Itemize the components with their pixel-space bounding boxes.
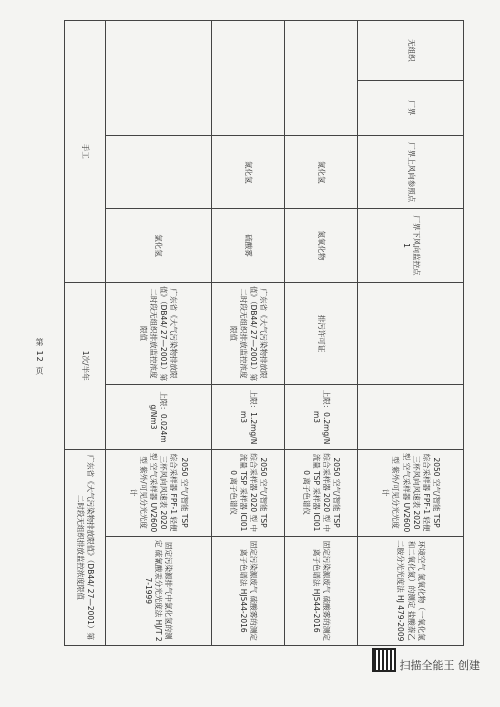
table-cell: 2050 空气/智能 TSP 综合采样器 2020 型 中流量 TSP 采样器 ICI010 离子色谱仪 — [211, 449, 284, 536]
table-cell — [211, 21, 284, 136]
rotated-table-wrapper — [64, 20, 464, 646]
table-cell: 固定污染源废气 硫酸雾的测定 离子色谱法 HJ544-2016 — [284, 536, 357, 645]
table-cell: 手工 — [65, 21, 106, 283]
table-cell: 氯化氢 — [105, 209, 211, 282]
table-cell: 氮氧化物 — [284, 209, 357, 282]
table-cell: 2050 空气/智能 TSP 综合采样器 FPF-1 轻便三杯风向风速表 2020 型 空气采样器 UV2600 型 紫外/可见分光光度计 — [105, 449, 211, 536]
table-cell — [358, 282, 464, 385]
table-cell: 1次/半年 — [65, 282, 106, 449]
monitoring-table — [64, 20, 464, 646]
table-cell: 广东省《大气污染物排放限值》（DB44/ 27—2001）第二时段无组织排放监控浓度限值 — [211, 282, 284, 385]
table-row — [105, 21, 211, 646]
scanner-watermark: 扫描全能王 创建 — [399, 659, 480, 672]
table-cell: 硫酸雾 — [211, 209, 284, 282]
table-cell: 上限：1.2mg/Nm3 — [211, 385, 284, 449]
table-row — [65, 21, 106, 646]
table-cell: 环境空气 氮氧化物（一氧化氮和二氧化氮）的测定 盐酸萘乙二胺分光光度法 HJ 479-2009 — [358, 536, 464, 645]
table-cell: 厂界 — [358, 80, 464, 135]
page-number: 第 12 页 — [35, 338, 44, 376]
table-cell: 氮化氢 — [284, 136, 357, 209]
table-cell: 上限：0.2mg/Nm3 — [284, 385, 357, 449]
table-cell — [358, 385, 464, 449]
table-cell: 厂界下风向监控点 1 — [358, 209, 464, 282]
table-cell: 广东省《大气污染物排放限值》（DB44/ 27—2001）第二时段无组织排放监控浓度限值 — [105, 282, 211, 385]
table-cell: 排污许可证 — [284, 282, 357, 385]
qr-code-icon — [372, 648, 396, 672]
table-cell — [105, 136, 211, 209]
table-cell: 厂界上风向参照点 — [358, 136, 464, 209]
table-cell: 上限：0.024mg/Nm3 — [105, 385, 211, 449]
table-cell: 无组织 — [358, 21, 464, 81]
table-cell: 广东省《大气污染物排放限值》（DB44/ 27—2001）第二时段无组织排放监控浓度限值 — [65, 449, 106, 645]
table-cell — [105, 21, 211, 136]
table-cell: 固定污染源废气 硫酸雾的测定 离子色谱法 HJ544-2016 — [211, 536, 284, 645]
table-cell: 2050 空气/智能 TSP 综合采样器 FPF-1 轻便三杯风向风速表 2020 型 空气采样器 UV2600 型 紫外/可见分光光度计 — [358, 449, 464, 536]
table-cell — [284, 21, 357, 136]
table-row — [211, 21, 284, 646]
table-cell: 固定污染源排气中氯化氢的测定 硫氰酸汞分光光度法 HJ/T 27-1999 — [105, 536, 211, 645]
table-cell: 2050 空气/智能 TSP 综合采样器 2020 型 中流量 TSP 采样器 ICI010 离子色谱仪 — [284, 449, 357, 536]
table-row — [284, 21, 357, 646]
table-cell: 氮化氢 — [211, 136, 284, 209]
table-row — [358, 21, 464, 646]
